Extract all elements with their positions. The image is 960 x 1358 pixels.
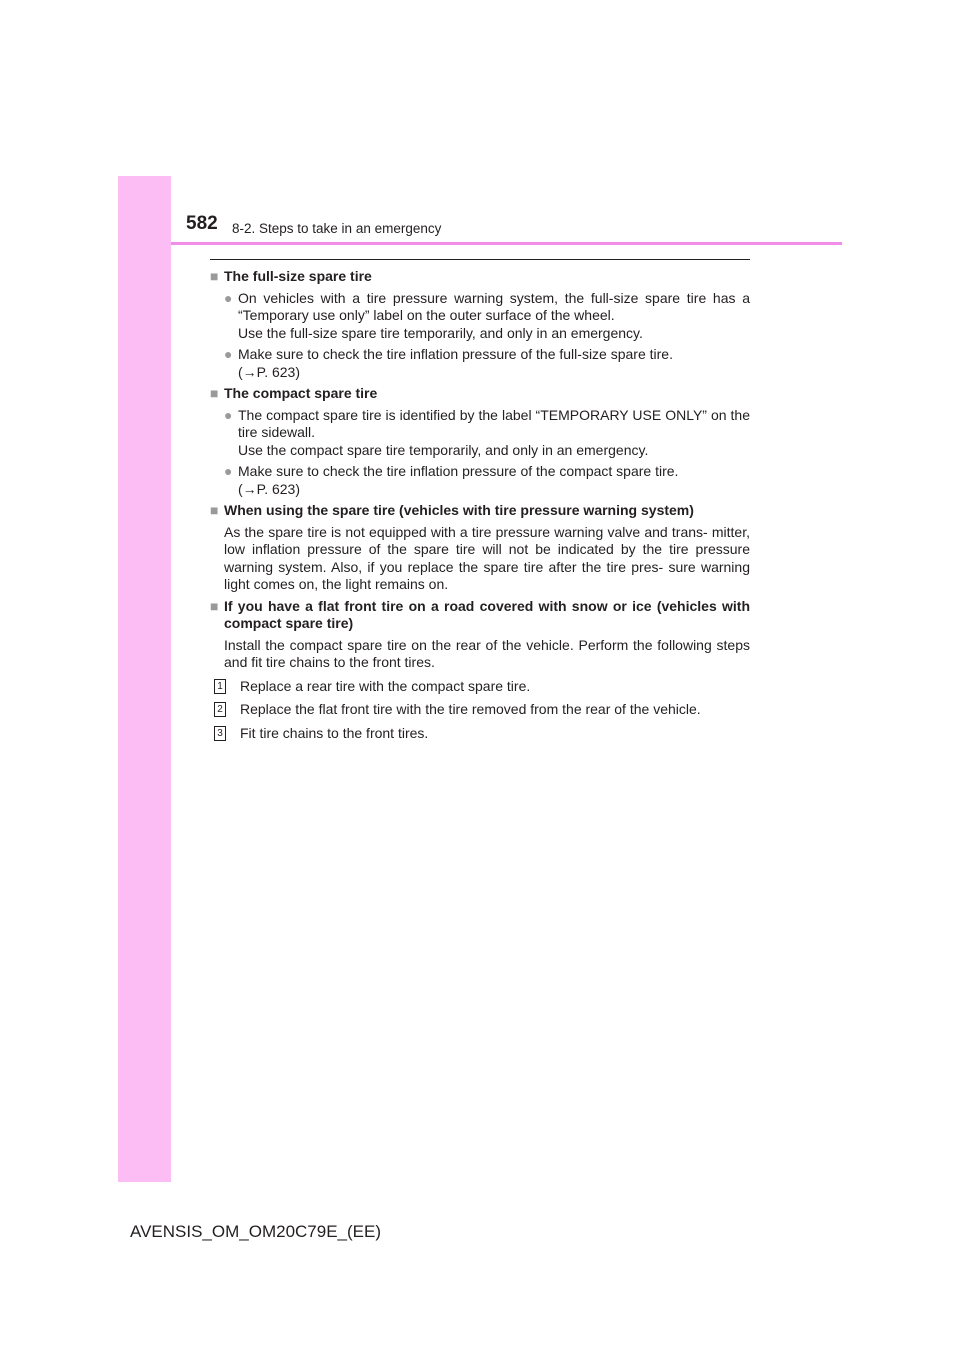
step-number-box: 2 <box>214 702 226 717</box>
heading-compact-spare: ■ The compact spare tire <box>210 385 378 401</box>
section-title: 8-2. Steps to take in an emergency <box>232 221 442 236</box>
step-number-box: 3 <box>214 726 226 741</box>
heading-full-size-spare: ■ The full-size spare tire <box>210 268 372 284</box>
circle-bullet-icon: ● <box>224 463 233 479</box>
circle-bullet-icon: ● <box>224 346 233 362</box>
step-number-box: 1 <box>214 679 226 694</box>
step-item <box>214 725 750 743</box>
bullet-item: ● The compact spare tire is identified by the label “TEMPORARY USE ONLY” on the tire sidewall. Use the compact spare tire temporarily, and only in an emergency. <box>224 406 750 458</box>
heading-flat-front-tire: ■ If you have a flat front tire on a road covered with snow or ice (vehicles with compact spare tire) <box>210 597 750 631</box>
paragraph: Install the compact spare tire on the rear of the vehicle. Perform the following steps and fit tire chains to the front tires. <box>224 636 750 670</box>
square-bullet-icon: ■ <box>210 502 219 518</box>
page-reference-link[interactable]: (→P. 623) <box>238 480 300 497</box>
step-text: Replace a rear tire with the compact spare tire. <box>240 677 531 694</box>
header-band <box>118 176 842 244</box>
page-content <box>210 259 750 748</box>
header-rule <box>171 242 842 245</box>
bullet-item: ● On vehicles with a tire pressure warning system, the full-size spare tire has a “Temporary use only” label on the outer surface of the wheel. Use the full-size spare tire temporarily, and only in an emergency. <box>224 289 750 341</box>
step-text: Fit tire chains to the front tires. <box>240 724 429 741</box>
square-bullet-icon: ■ <box>210 385 219 401</box>
step-item <box>214 678 750 696</box>
step-text: Replace the flat front tire with the tire removed from the rear of the vehicle. <box>240 701 701 717</box>
step-item <box>214 701 750 719</box>
square-bullet-icon: ■ <box>210 268 219 284</box>
heading-using-spare: ■ When using the spare tire (vehicles with tire pressure warning system) <box>210 502 694 518</box>
bullet-item: ● Make sure to check the tire inflation pressure of the full-size spare tire. (→P. 623) <box>224 346 750 381</box>
footer-doc-id: AVENSIS_OM_OM20C79E_(EE) <box>130 1222 381 1241</box>
paragraph: As the spare tire is not equipped with a tire pressure warning valve and trans- mitter, low inflation pressure of the spare tire will not be indicated by the tire pressure warning system. Also, if you replace the spare tire after the tire pres- sure warning light comes on, the light remains on. <box>224 523 750 592</box>
page-reference-link[interactable]: (→P. 623) <box>238 363 300 380</box>
circle-bullet-icon: ● <box>224 406 233 423</box>
bullet-item: ● Make sure to check the tire inflation pressure of the compact spare tire. (→P. 623) <box>224 463 750 498</box>
circle-bullet-icon: ● <box>224 289 233 306</box>
square-bullet-icon: ■ <box>210 597 219 614</box>
page-number: 582 <box>186 213 218 234</box>
side-color-band <box>118 176 171 1182</box>
